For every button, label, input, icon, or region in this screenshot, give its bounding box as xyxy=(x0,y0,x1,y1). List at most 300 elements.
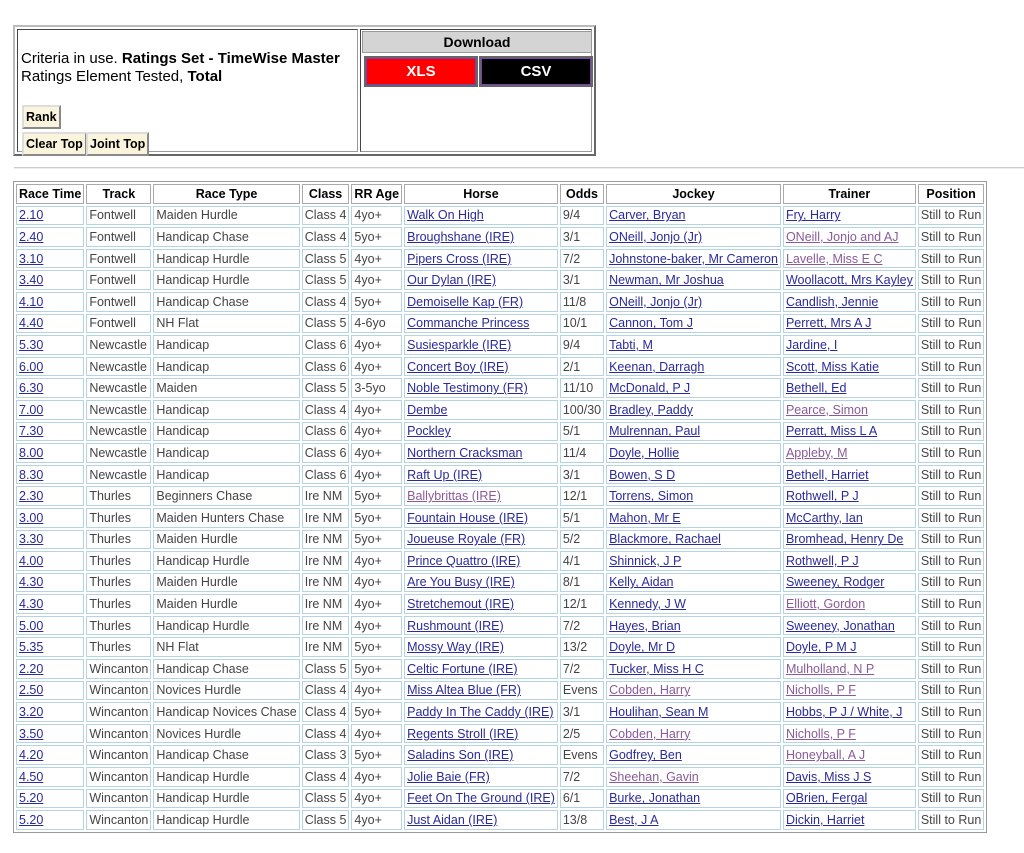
horse-cell xyxy=(404,573,558,593)
horse-link[interactable]: Our Dylan (IRE) xyxy=(407,273,497,288)
jockey-link[interactable]: Carver, Bryan xyxy=(609,208,686,223)
race-time-link[interactable]: 5.20 xyxy=(19,791,44,806)
jockey-link[interactable]: Shinnick, J P xyxy=(609,553,682,568)
jockey-cell xyxy=(606,335,781,355)
jockey-link[interactable]: Bowen, S D xyxy=(609,467,676,482)
trainer-link[interactable]: Perratt, Miss L A xyxy=(785,424,878,439)
class-cell: Ire NM xyxy=(302,594,350,614)
horse-cell xyxy=(404,400,558,420)
races-table xyxy=(13,181,987,833)
track-cell: Newcastle xyxy=(86,465,151,485)
jockey-link[interactable]: Cobden, Harry xyxy=(609,726,691,741)
race-time-link[interactable]: 6.00 xyxy=(19,359,44,374)
class-cell: Class 4 xyxy=(302,702,350,722)
horse-link[interactable]: Concert Boy (IRE) xyxy=(407,359,509,374)
age-cell: 5yo+ xyxy=(351,508,402,528)
trainer-cell xyxy=(783,681,916,701)
race-time-link[interactable]: 4.50 xyxy=(19,769,44,784)
trainer-link[interactable]: Hobbs, P J / White, J xyxy=(785,705,903,720)
trainer-link[interactable]: Honeyball, A J xyxy=(785,748,866,763)
jockey-cell xyxy=(606,637,781,657)
jockey-cell xyxy=(606,767,781,787)
horse-link[interactable]: Prince Quattro (IRE) xyxy=(407,553,521,568)
race-time-cell xyxy=(16,292,84,312)
trainer-link[interactable]: Pearce, Simon xyxy=(785,402,868,417)
position-cell: Still to Run xyxy=(918,530,984,550)
jockey-link[interactable]: Keenan, Darragh xyxy=(609,359,705,374)
race-time-link[interactable]: 4.20 xyxy=(19,748,44,763)
trainer-cell xyxy=(783,335,916,355)
criteria-text: Criteria in use. Ratings Set - TimeWise Master Ratings Element Tested, Total xyxy=(21,50,340,85)
jockey-cell xyxy=(606,616,781,636)
column-header: Position xyxy=(918,184,984,204)
age-cell: 4yo+ xyxy=(351,724,402,744)
trainer-link[interactable]: Dickin, Harriet xyxy=(785,813,865,828)
trainer-link[interactable]: Nicholls, P F xyxy=(785,683,856,698)
horse-cell xyxy=(404,637,558,657)
trainer-link[interactable]: Nicholls, P F xyxy=(785,726,856,741)
position-cell: Still to Run xyxy=(918,206,984,226)
race-time-link[interactable]: 6.30 xyxy=(19,381,44,396)
jockey-link[interactable]: ONeill, Jonjo (Jr) xyxy=(609,229,703,244)
horse-link[interactable]: Pipers Cross (IRE) xyxy=(407,251,512,266)
trainer-cell xyxy=(783,465,916,485)
class-cell: Class 5 xyxy=(302,789,350,809)
position-cell: Still to Run xyxy=(918,357,984,377)
age-cell: 4-6yo xyxy=(351,314,402,334)
horse-link[interactable]: Just Aidan (IRE) xyxy=(407,813,498,828)
column-header: Horse xyxy=(404,184,558,204)
class-cell: Ire NM xyxy=(302,573,350,593)
jockey-link[interactable]: Tabti, M xyxy=(609,337,653,352)
race-type-cell: Handicap Chase xyxy=(153,659,299,679)
trainer-link[interactable]: OBrien, Fergal xyxy=(785,791,868,806)
race-time-cell xyxy=(16,659,84,679)
csv-download-button[interactable]: CSV xyxy=(479,56,593,87)
table-row xyxy=(16,443,984,463)
horse-link[interactable]: Mossy Way (IRE) xyxy=(407,640,504,655)
race-time-cell xyxy=(16,400,84,420)
horse-cell xyxy=(404,681,558,701)
horse-link[interactable]: Feet On The Ground (IRE) xyxy=(407,791,555,806)
race-time-cell xyxy=(16,724,84,744)
race-time-link[interactable]: 2.50 xyxy=(19,683,44,698)
download-title: Download xyxy=(362,31,592,53)
age-cell: 4yo+ xyxy=(351,357,402,377)
horse-cell xyxy=(404,206,558,226)
jockey-link[interactable]: Cannon, Tom J xyxy=(609,316,693,331)
odds-cell: 3/1 xyxy=(560,227,604,247)
trainer-link[interactable]: Perrett, Mrs A J xyxy=(785,316,872,331)
trainer-link[interactable]: Mulholland, N P xyxy=(785,661,875,676)
jockey-cell xyxy=(606,443,781,463)
race-time-link[interactable]: 5.35 xyxy=(19,640,44,655)
track-cell: Fontwell xyxy=(86,249,151,269)
jockey-link[interactable]: ONeill, Jonjo (Jr) xyxy=(609,294,703,309)
horse-cell xyxy=(404,227,558,247)
trainer-link[interactable]: McCarthy, Ian xyxy=(785,510,863,525)
track-cell: Fontwell xyxy=(86,270,151,290)
trainer-link[interactable]: Rothwell, P J xyxy=(785,489,859,504)
race-time-link[interactable]: 8.00 xyxy=(19,445,44,460)
column-header: Trainer xyxy=(783,184,916,204)
trainer-cell xyxy=(783,767,916,787)
jockey-link[interactable]: Tucker, Miss H C xyxy=(609,661,704,676)
jockey-link[interactable]: Godfrey, Ben xyxy=(609,748,682,763)
trainer-link[interactable]: Sweeney, Jonathan xyxy=(785,618,895,633)
position-cell: Still to Run xyxy=(918,227,984,247)
trainer-cell xyxy=(783,270,916,290)
trainer-link[interactable]: Lavelle, Miss E C xyxy=(785,251,883,266)
track-cell: Thurles xyxy=(86,486,151,506)
horse-cell xyxy=(404,659,558,679)
trainer-cell xyxy=(783,314,916,334)
age-cell: 5yo+ xyxy=(351,530,402,550)
jockey-cell xyxy=(606,724,781,744)
trainer-link[interactable]: Scott, Miss Katie xyxy=(785,359,880,374)
jockey-link[interactable]: Torrens, Simon xyxy=(609,489,694,504)
column-header: Class xyxy=(302,184,350,204)
table-row xyxy=(16,335,984,355)
class-cell: Class 5 xyxy=(302,249,350,269)
jockey-link[interactable]: Mahon, Mr E xyxy=(609,510,681,525)
trainer-cell xyxy=(783,249,916,269)
table-row xyxy=(16,745,984,765)
divider xyxy=(14,167,1024,169)
horse-link[interactable]: Are You Busy (IRE) xyxy=(407,575,515,590)
race-time-cell xyxy=(16,594,84,614)
horse-link[interactable]: Miss Altea Blue (FR) xyxy=(407,683,522,698)
horse-link[interactable]: Noble Testimony (FR) xyxy=(407,381,528,396)
track-cell: Wincanton xyxy=(86,767,151,787)
odds-cell: 5/1 xyxy=(560,508,604,528)
table-row xyxy=(16,292,984,312)
race-type-cell: Maiden xyxy=(153,378,299,398)
odds-cell: 13/2 xyxy=(560,637,604,657)
horse-link[interactable]: Pockley xyxy=(407,424,451,439)
race-time-link[interactable]: 2.40 xyxy=(19,229,44,244)
rank-button[interactable]: Rank xyxy=(22,105,61,129)
jockey-link[interactable]: Doyle, Hollie xyxy=(609,445,680,460)
age-cell: 4yo+ xyxy=(351,465,402,485)
trainer-link[interactable]: Candlish, Jennie xyxy=(785,294,879,309)
horse-link[interactable]: Jolie Baie (FR) xyxy=(407,769,490,784)
jockey-cell xyxy=(606,465,781,485)
horse-link[interactable]: Demoiselle Kap (FR) xyxy=(407,294,524,309)
table-row xyxy=(16,810,984,830)
odds-cell: 9/4 xyxy=(560,206,604,226)
track-cell: Fontwell xyxy=(86,314,151,334)
jockey-link[interactable]: Kennedy, J W xyxy=(609,597,686,612)
race-time-link[interactable]: 4.30 xyxy=(19,575,44,590)
table-row xyxy=(16,486,984,506)
horse-cell xyxy=(404,249,558,269)
trainer-cell xyxy=(783,227,916,247)
horse-link[interactable]: Regents Stroll (IRE) xyxy=(407,726,519,741)
jockey-cell xyxy=(606,292,781,312)
trainer-cell xyxy=(783,573,916,593)
race-type-cell: Handicap Hurdle xyxy=(153,249,299,269)
age-cell: 4yo+ xyxy=(351,767,402,787)
race-time-link[interactable]: 4.00 xyxy=(19,553,44,568)
jockey-cell xyxy=(606,681,781,701)
table-row xyxy=(16,270,984,290)
horse-cell xyxy=(404,422,558,442)
horse-cell xyxy=(404,530,558,550)
odds-cell: Evens xyxy=(560,681,604,701)
jockey-link[interactable]: Bradley, Paddy xyxy=(609,402,693,417)
jockey-cell xyxy=(606,530,781,550)
trainer-link[interactable]: Davis, Miss J S xyxy=(785,769,872,784)
race-type-cell: NH Flat xyxy=(153,314,299,334)
position-cell: Still to Run xyxy=(918,681,984,701)
track-cell: Wincanton xyxy=(86,810,151,830)
horse-cell xyxy=(404,486,558,506)
track-cell: Wincanton xyxy=(86,659,151,679)
race-time-link[interactable]: 4.40 xyxy=(19,316,44,331)
race-type-cell: Handicap Hurdle xyxy=(153,616,299,636)
race-time-cell xyxy=(16,206,84,226)
race-time-cell xyxy=(16,357,84,377)
trainer-link[interactable]: Woollacott, Mrs Kayley xyxy=(785,273,913,288)
jockey-link[interactable]: Cobden, Harry xyxy=(609,683,691,698)
download-panel xyxy=(362,31,592,80)
trainer-link[interactable]: Doyle, P M J xyxy=(785,640,857,655)
jockey-link[interactable]: Newman, Mr Joshua xyxy=(609,273,724,288)
trainer-link[interactable]: ONeill, Jonjo and AJ xyxy=(785,229,899,244)
odds-cell: 3/1 xyxy=(560,702,604,722)
jockey-cell xyxy=(606,422,781,442)
trainer-link[interactable]: Bethell, Harriet xyxy=(785,467,869,482)
horse-cell xyxy=(404,270,558,290)
jockey-link[interactable]: Mulrennan, Paul xyxy=(609,424,701,439)
class-cell: Class 4 xyxy=(302,681,350,701)
table-row xyxy=(16,551,984,571)
class-cell: Ire NM xyxy=(302,551,350,571)
horse-link[interactable]: Ballybrittas (IRE) xyxy=(407,489,501,504)
odds-cell: 3/1 xyxy=(560,270,604,290)
xls-download-button[interactable]: XLS xyxy=(364,56,478,87)
trainer-cell xyxy=(783,443,916,463)
position-cell: Still to Run xyxy=(918,422,984,442)
track-cell: Wincanton xyxy=(86,745,151,765)
jockey-cell xyxy=(606,789,781,809)
position-cell: Still to Run xyxy=(918,702,984,722)
trainer-link[interactable]: Appleby, M xyxy=(785,445,848,460)
trainer-cell xyxy=(783,637,916,657)
age-cell: 4yo+ xyxy=(351,594,402,614)
trainer-link[interactable]: Bethell, Ed xyxy=(785,381,847,396)
race-time-link[interactable]: 4.10 xyxy=(19,294,44,309)
age-cell: 5yo+ xyxy=(351,637,402,657)
trainer-cell xyxy=(783,486,916,506)
odds-cell: 9/4 xyxy=(560,335,604,355)
race-time-cell xyxy=(16,789,84,809)
class-cell: Ire NM xyxy=(302,637,350,657)
column-header: Track xyxy=(86,184,151,204)
track-cell: Newcastle xyxy=(86,335,151,355)
trainer-cell xyxy=(783,789,916,809)
class-cell: Ire NM xyxy=(302,616,350,636)
class-cell: Class 4 xyxy=(302,206,350,226)
race-time-link[interactable]: 3.30 xyxy=(19,532,44,547)
race-time-link[interactable]: 5.30 xyxy=(19,337,44,352)
position-cell: Still to Run xyxy=(918,508,984,528)
race-time-link[interactable]: 4.30 xyxy=(19,597,44,612)
class-cell: Class 4 xyxy=(302,227,350,247)
race-time-link[interactable]: 3.10 xyxy=(19,251,44,266)
race-time-link[interactable]: 2.10 xyxy=(19,208,44,223)
race-time-link[interactable]: 3.20 xyxy=(19,705,44,720)
race-time-link[interactable]: 8.30 xyxy=(19,467,44,482)
trainer-link[interactable]: Fry, Harry xyxy=(785,208,841,223)
jockey-cell xyxy=(606,378,781,398)
horse-link[interactable]: Broughshane (IRE) xyxy=(407,229,515,244)
table-row xyxy=(16,314,984,334)
odds-cell: 13/8 xyxy=(560,810,604,830)
race-type-cell: Maiden Hurdle xyxy=(153,206,299,226)
odds-cell: 7/2 xyxy=(560,767,604,787)
joint-top-button[interactable]: Joint Top xyxy=(86,132,149,156)
horse-link[interactable]: Commanche Princess xyxy=(407,316,530,331)
table-row xyxy=(16,659,984,679)
race-type-cell: Maiden Hunters Chase xyxy=(153,508,299,528)
jockey-link[interactable]: Blackmore, Rachael xyxy=(609,532,721,547)
race-time-link[interactable]: 2.30 xyxy=(19,489,44,504)
horse-link[interactable]: Rushmount (IRE) xyxy=(407,618,504,633)
horse-cell xyxy=(404,724,558,744)
horse-link[interactable]: Stretchemout (IRE) xyxy=(407,597,515,612)
race-time-cell xyxy=(16,486,84,506)
odds-cell: 10/1 xyxy=(560,314,604,334)
table-row xyxy=(16,249,984,269)
horse-link[interactable]: Fountain House (IRE) xyxy=(407,510,528,525)
table-row xyxy=(16,681,984,701)
race-time-link[interactable]: 5.20 xyxy=(19,813,44,828)
position-cell: Still to Run xyxy=(918,249,984,269)
track-cell: Thurles xyxy=(86,637,151,657)
race-time-link[interactable]: 7.30 xyxy=(19,424,44,439)
horse-cell xyxy=(404,745,558,765)
race-time-link[interactable]: 5.00 xyxy=(19,618,44,633)
age-cell: 5yo+ xyxy=(351,702,402,722)
horse-cell xyxy=(404,616,558,636)
odds-cell: 3/1 xyxy=(560,465,604,485)
odds-cell: Evens xyxy=(560,745,604,765)
class-cell: Class 4 xyxy=(302,767,350,787)
race-time-link[interactable]: 3.50 xyxy=(19,726,44,741)
age-cell: 4yo+ xyxy=(351,400,402,420)
race-type-cell: Handicap xyxy=(153,443,299,463)
age-cell: 4yo+ xyxy=(351,206,402,226)
horse-cell xyxy=(404,443,558,463)
horse-link[interactable]: Celtic Fortune (IRE) xyxy=(407,661,518,676)
race-time-cell xyxy=(16,508,84,528)
race-time-link[interactable]: 3.00 xyxy=(19,510,44,525)
class-cell: Class 6 xyxy=(302,443,350,463)
race-time-link[interactable]: 7.00 xyxy=(19,402,44,417)
table-row xyxy=(16,227,984,247)
horse-cell xyxy=(404,767,558,787)
jockey-cell xyxy=(606,249,781,269)
trainer-link[interactable]: Bromhead, Henry De xyxy=(785,532,904,547)
jockey-link[interactable]: McDonald, P J xyxy=(609,381,691,396)
jockey-link[interactable]: Kelly, Aidan xyxy=(609,575,674,590)
race-type-cell: Handicap Chase xyxy=(153,745,299,765)
jockey-cell xyxy=(606,314,781,334)
trainer-link[interactable]: Jardine, I xyxy=(785,337,838,352)
jockey-link[interactable]: Houlihan, Sean M xyxy=(609,705,709,720)
horse-link[interactable]: Paddy In The Caddy (IRE) xyxy=(407,705,554,720)
odds-cell: 11/8 xyxy=(560,292,604,312)
clear-top-button[interactable]: Clear Top xyxy=(22,132,87,156)
table-row xyxy=(16,465,984,485)
column-header: Jockey xyxy=(606,184,781,204)
trainer-cell xyxy=(783,400,916,420)
table-row xyxy=(16,594,984,614)
jockey-link[interactable]: Doyle, Mr D xyxy=(609,640,676,655)
position-cell: Still to Run xyxy=(918,616,984,636)
position-cell: Still to Run xyxy=(918,637,984,657)
trainer-link[interactable]: Sweeney, Rodger xyxy=(785,575,885,590)
trainer-link[interactable]: Elliott, Gordon xyxy=(785,597,866,612)
horse-link[interactable]: Saladins Son (IRE) xyxy=(407,748,514,763)
track-cell: Newcastle xyxy=(86,422,151,442)
horse-link[interactable]: Dembe xyxy=(407,402,448,417)
track-cell: Fontwell xyxy=(86,292,151,312)
position-cell: Still to Run xyxy=(918,486,984,506)
jockey-link[interactable]: Best, J A xyxy=(609,813,659,828)
horse-link[interactable]: Raft Up (IRE) xyxy=(407,467,483,482)
jockey-cell xyxy=(606,508,781,528)
horse-link[interactable]: Walk On High xyxy=(407,208,484,223)
odds-cell: 2/5 xyxy=(560,724,604,744)
track-cell: Newcastle xyxy=(86,378,151,398)
race-time-cell xyxy=(16,314,84,334)
trainer-cell xyxy=(783,530,916,550)
position-cell: Still to Run xyxy=(918,292,984,312)
jockey-link[interactable]: Johnstone-baker, Mr Cameron xyxy=(609,251,778,266)
race-time-cell xyxy=(16,443,84,463)
horse-link[interactable]: Susiesparkle (IRE) xyxy=(407,337,512,352)
race-type-cell: Handicap Hurdle xyxy=(153,270,299,290)
jockey-link[interactable]: Burke, Jonathan xyxy=(609,791,701,806)
race-type-cell: Handicap xyxy=(153,400,299,420)
jockey-cell xyxy=(606,810,781,830)
age-cell: 4yo+ xyxy=(351,422,402,442)
race-type-cell: Handicap xyxy=(153,422,299,442)
race-type-cell: Handicap xyxy=(153,357,299,377)
position-cell: Still to Run xyxy=(918,724,984,744)
track-cell: Thurles xyxy=(86,573,151,593)
trainer-cell xyxy=(783,357,916,377)
jockey-cell xyxy=(606,594,781,614)
position-cell: Still to Run xyxy=(918,573,984,593)
jockey-link[interactable]: Sheehan, Gavin xyxy=(609,769,699,784)
horse-link[interactable]: Northern Cracksman xyxy=(407,445,523,460)
jockey-cell xyxy=(606,551,781,571)
trainer-link[interactable]: Rothwell, P J xyxy=(785,553,859,568)
header-row xyxy=(16,184,984,204)
race-time-cell xyxy=(16,249,84,269)
trainer-cell xyxy=(783,702,916,722)
race-time-link[interactable]: 3.40 xyxy=(19,273,44,288)
odds-cell: 5/1 xyxy=(560,422,604,442)
jockey-cell xyxy=(606,400,781,420)
race-time-link[interactable]: 2.20 xyxy=(19,661,44,676)
horse-link[interactable]: Joueuse Royale (FR) xyxy=(407,532,526,547)
jockey-link[interactable]: Hayes, Brian xyxy=(609,618,681,633)
